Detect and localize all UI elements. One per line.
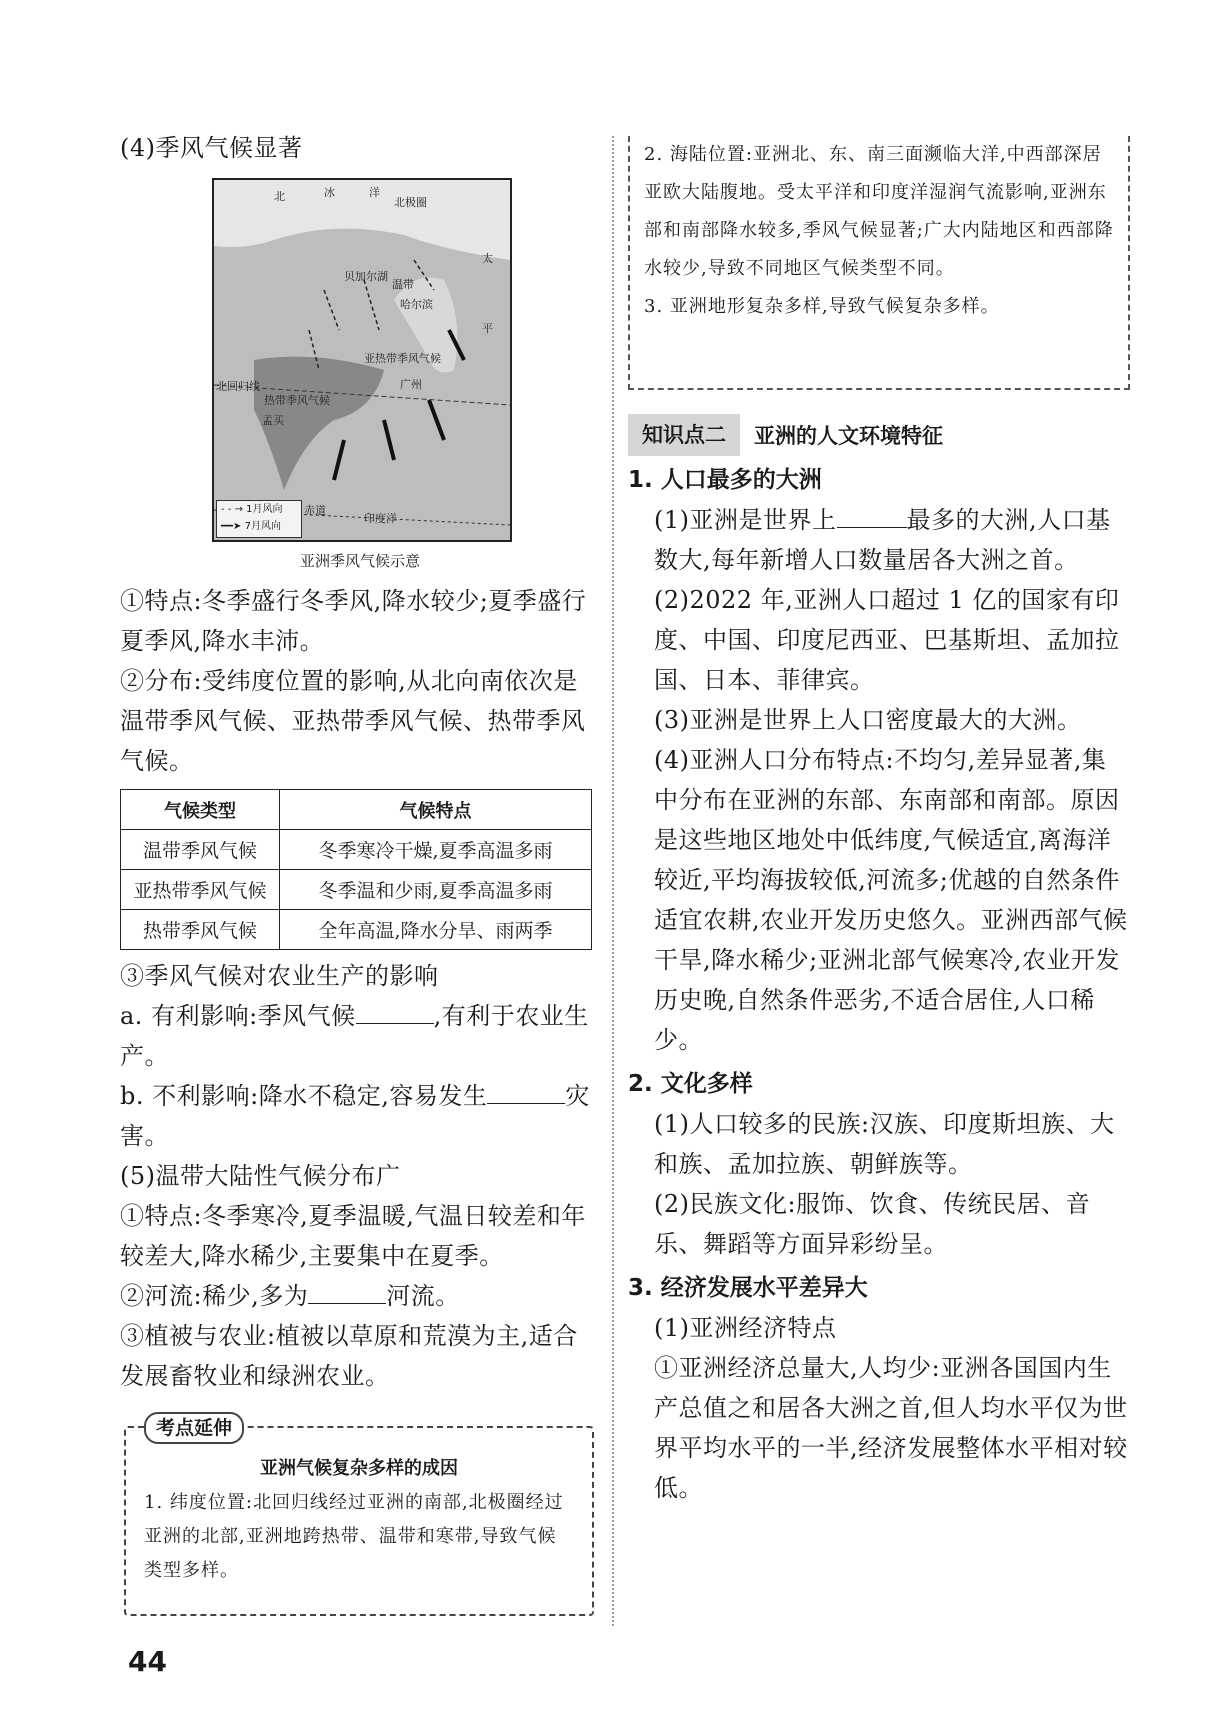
map-label: 北 [274, 190, 285, 203]
answer-blank[interactable] [356, 1001, 434, 1024]
extension-text: 1. 纬度位置:北回归线经过亚洲的南部,北极圈经过亚洲的北部,亚洲地跨热带、温带和寒带,导致气候类型多样。 [144, 1492, 564, 1581]
paragraph: (3)亚洲是世界上人口密度最大的大洲。 [654, 706, 1082, 734]
text: 河流。 [386, 1282, 460, 1310]
text: ,有利于农业生产。 [120, 1002, 589, 1070]
monsoon-map [212, 178, 512, 542]
paragraph: ②分布:受纬度位置的影响,从北向南依次是温带季风气候、亚热带季风气候、热带季风气候。 [120, 667, 586, 775]
extension-box [124, 1417, 594, 1616]
subheading: 3. 经济发展水平差异大 [628, 1275, 868, 1301]
table-cell: 冬季温和少雨,夏季高温多雨 [280, 870, 592, 910]
map-label: 冰 [324, 186, 335, 199]
extension-title: 亚洲气候复杂多样的成因 [260, 1458, 458, 1479]
map-caption: 亚洲季风气候示意 [299, 552, 420, 570]
table-header: 气候类型 [121, 790, 280, 830]
fill-blank-line [120, 1276, 600, 1316]
table-row [121, 830, 592, 870]
paragraph: (2)2022 年,亚洲人口超过 1 亿的国家有印度、中国、印度尼西亚、巴基斯坦、孟加拉国、日本、菲律宾。 [654, 586, 1120, 694]
table-cell: 热带季风气候 [121, 910, 280, 950]
map-graphic [214, 180, 510, 540]
knowledge-point-band [628, 414, 1128, 456]
map-label: 哈尔滨 [400, 298, 433, 311]
map-label: 北极圈 [394, 196, 427, 209]
fill-blank-line [120, 996, 600, 1076]
answer-blank[interactable] [837, 505, 907, 528]
fill-blank-line [120, 1076, 600, 1156]
answer-blank[interactable] [308, 1281, 386, 1304]
table-row [121, 870, 592, 910]
table-cell: 全年高温,降水分旱、雨两季 [280, 910, 592, 950]
column-divider [612, 136, 614, 1626]
map-label: 广州 [400, 378, 422, 391]
text: 最多的大洲,人口基数大,每年新增人口数量居各大洲之首。 [654, 506, 1111, 574]
map-label: 洋 [369, 186, 380, 199]
legend-jul: 7月风向 [244, 521, 281, 532]
section-5-heading: (5)温带大陆性气候分布广 [120, 1162, 401, 1190]
text: 灾害。 [120, 1082, 590, 1150]
knowledge-point-label: 知识点二 [628, 414, 740, 456]
paragraph: ③植被与农业:植被以草原和荒漠为主,适合发展畜牧业和绿洲农业。 [120, 1322, 578, 1390]
table-cell: 温带季风气候 [121, 830, 280, 870]
subheading: 1. 人口最多的大洲 [628, 467, 822, 493]
map-legend [216, 500, 302, 538]
left-column [120, 128, 600, 1616]
subheading: 2. 文化多样 [628, 1071, 753, 1097]
knowledge-point-title: 亚洲的人文环境特征 [754, 424, 943, 448]
section-4-heading: (4)季风气候显著 [120, 134, 303, 162]
text: b. 不利影响:降水不稳定,容易发生 [120, 1082, 488, 1110]
box-paragraph: 3. 亚洲地形复杂多样,导致气候复杂多样。 [644, 296, 1000, 317]
paragraph: ①特点:冬季盛行冬季风,降水较少;夏季盛行夏季风,降水丰沛。 [120, 587, 587, 655]
solid-arrow-icon: ━━➤ [221, 521, 242, 532]
box-paragraph: 2. 海陆位置:亚洲北、东、南三面濒临大洋,中西部深居亚欧大陆腹地。受太平洋和印度洋湿润气流影响,亚洲东部和南部降水较多,季风气候显著;广大内陆地区和西部降水较少,导致不同地区气候类型不同。 [644, 144, 1114, 279]
table-row [121, 910, 592, 950]
map-label: 印度洋 [364, 512, 397, 525]
page-number: 44 [128, 1645, 167, 1678]
map-label: 赤道 [304, 504, 326, 517]
text: a. 有利影响:季风气候 [120, 1002, 356, 1030]
legend-jan: 1月风向 [246, 504, 283, 515]
map-label: 太 [482, 252, 493, 265]
continued-box [628, 136, 1130, 390]
map-label: 北回归线 [216, 380, 260, 393]
paragraph: (4)亚洲人口分布特点:不均匀,差异显著,集中分布在亚洲的东部、东南部和南部。原因是这些地区地处中低纬度,气候适宜,离海洋较近,平均海拔较低,河流多;优越的自然条件适宜农耕,农业开发历史悠久。亚洲西部气候干旱,降水稀少;亚洲北部气候寒冷,农业开发历史晚,自然条件恶劣,不适合居住,人口稀少。 [654, 746, 1128, 1054]
paragraph: ③季风气候对农业生产的影响 [120, 962, 439, 990]
paragraph: ①亚洲经济总量大,人均少:亚洲各国国内生产总值之和居各大洲之首,但人均水平仅为世界平均水平的一半,经济发展整体水平相对较低。 [654, 1354, 1128, 1502]
map-label: 热带季风气候 [264, 394, 330, 407]
table-cell: 冬季寒冷干燥,夏季高温多雨 [280, 830, 592, 870]
map-label: 孟买 [262, 414, 284, 427]
paragraph: (1)人口较多的民族:汉族、印度斯坦族、大和族、孟加拉族、朝鲜族等。 [654, 1110, 1115, 1178]
map-label: 平 [482, 322, 493, 335]
table-header: 气候特点 [280, 790, 592, 830]
fill-blank-line [628, 500, 1128, 580]
text: ②河流:稀少,多为 [120, 1282, 309, 1310]
right-column [628, 136, 1128, 1508]
map-label: 亚热带季风气候 [364, 352, 441, 365]
extension-tag: 考点延伸 [144, 1412, 244, 1444]
paragraph: (1)亚洲经济特点 [654, 1314, 837, 1342]
map-label: 贝加尔湖 [344, 270, 388, 283]
table-cell: 亚热带季风气候 [121, 870, 280, 910]
text: (1)亚洲是世界上 [654, 506, 837, 534]
climate-table [120, 789, 592, 950]
map-label: 温带 [392, 278, 414, 291]
answer-blank[interactable] [487, 1081, 565, 1104]
paragraph: ①特点:冬季寒冷,夏季温暖,气温日较差和年较差大,降水稀少,主要集中在夏季。 [120, 1202, 586, 1270]
dashed-arrow-icon: - - → [221, 504, 243, 515]
paragraph: (2)民族文化:服饰、饮食、传统民居、音乐、舞蹈等方面异彩纷呈。 [654, 1190, 1091, 1258]
